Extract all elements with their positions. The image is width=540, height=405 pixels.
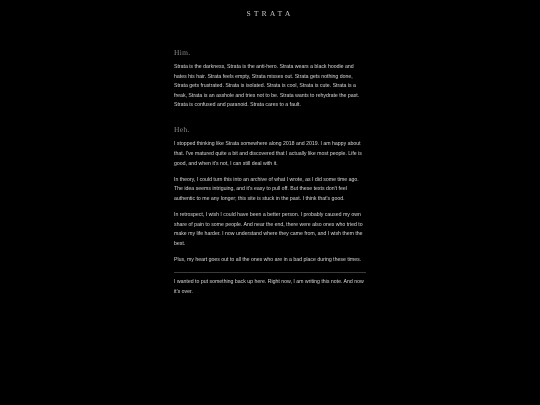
footer-note: I wanted to put something back up here. Right now, I am writing this note. And now it's over. xyxy=(174,279,364,295)
divider xyxy=(174,272,366,273)
site-title[interactable]: STRATA xyxy=(246,9,294,18)
section-heading-heh: Heh. xyxy=(174,125,190,135)
main-content xyxy=(174,48,366,297)
heh-paragraph-4: Plus, my heart goes out to all the ones who are in a bad place during these times. xyxy=(174,256,362,263)
section-heading-him: Him. xyxy=(174,48,191,57)
him-paragraph: Strata is the darkness, Strata is the anti-hero. Strata wears a black hoodie and hates his hair. Strata feels empty, Strata misses out. Strata gets nothing done, Strata gets frustrated. Strata is isolated. Strata is cool, Strata is cute. Strata is a freak, Strata is an asshole and tries not to be. Strata wants to rehydrate the past. Strata is confused and paranoid. Strata cares to a fault. xyxy=(174,64,360,109)
heh-paragraph-2: In theory, I could turn this into an archive of what I wrote, as I did some time ago. The idea seems intriguing, and it's easy to pull off. But these texts don't feel authentic to me any longer; this site is stuck in the past. I think that's good. xyxy=(174,176,359,202)
heh-paragraph-3: In retrospect, I wish I could have been a better person. I probably caused my own share of pain to some people. And near the end, there were also ones who tried to make my life harder. I now understand where they came from, and I wish them the best. xyxy=(174,212,363,247)
heh-paragraph-1: I stopped thinking like Strata somewhere along 2018 and 2019. I am happy about that. I've matured quite a bit and discovered that I actually like most people. Life is good, and when it's not, I can still deal with it. xyxy=(174,141,362,167)
section-gap xyxy=(174,117,366,125)
